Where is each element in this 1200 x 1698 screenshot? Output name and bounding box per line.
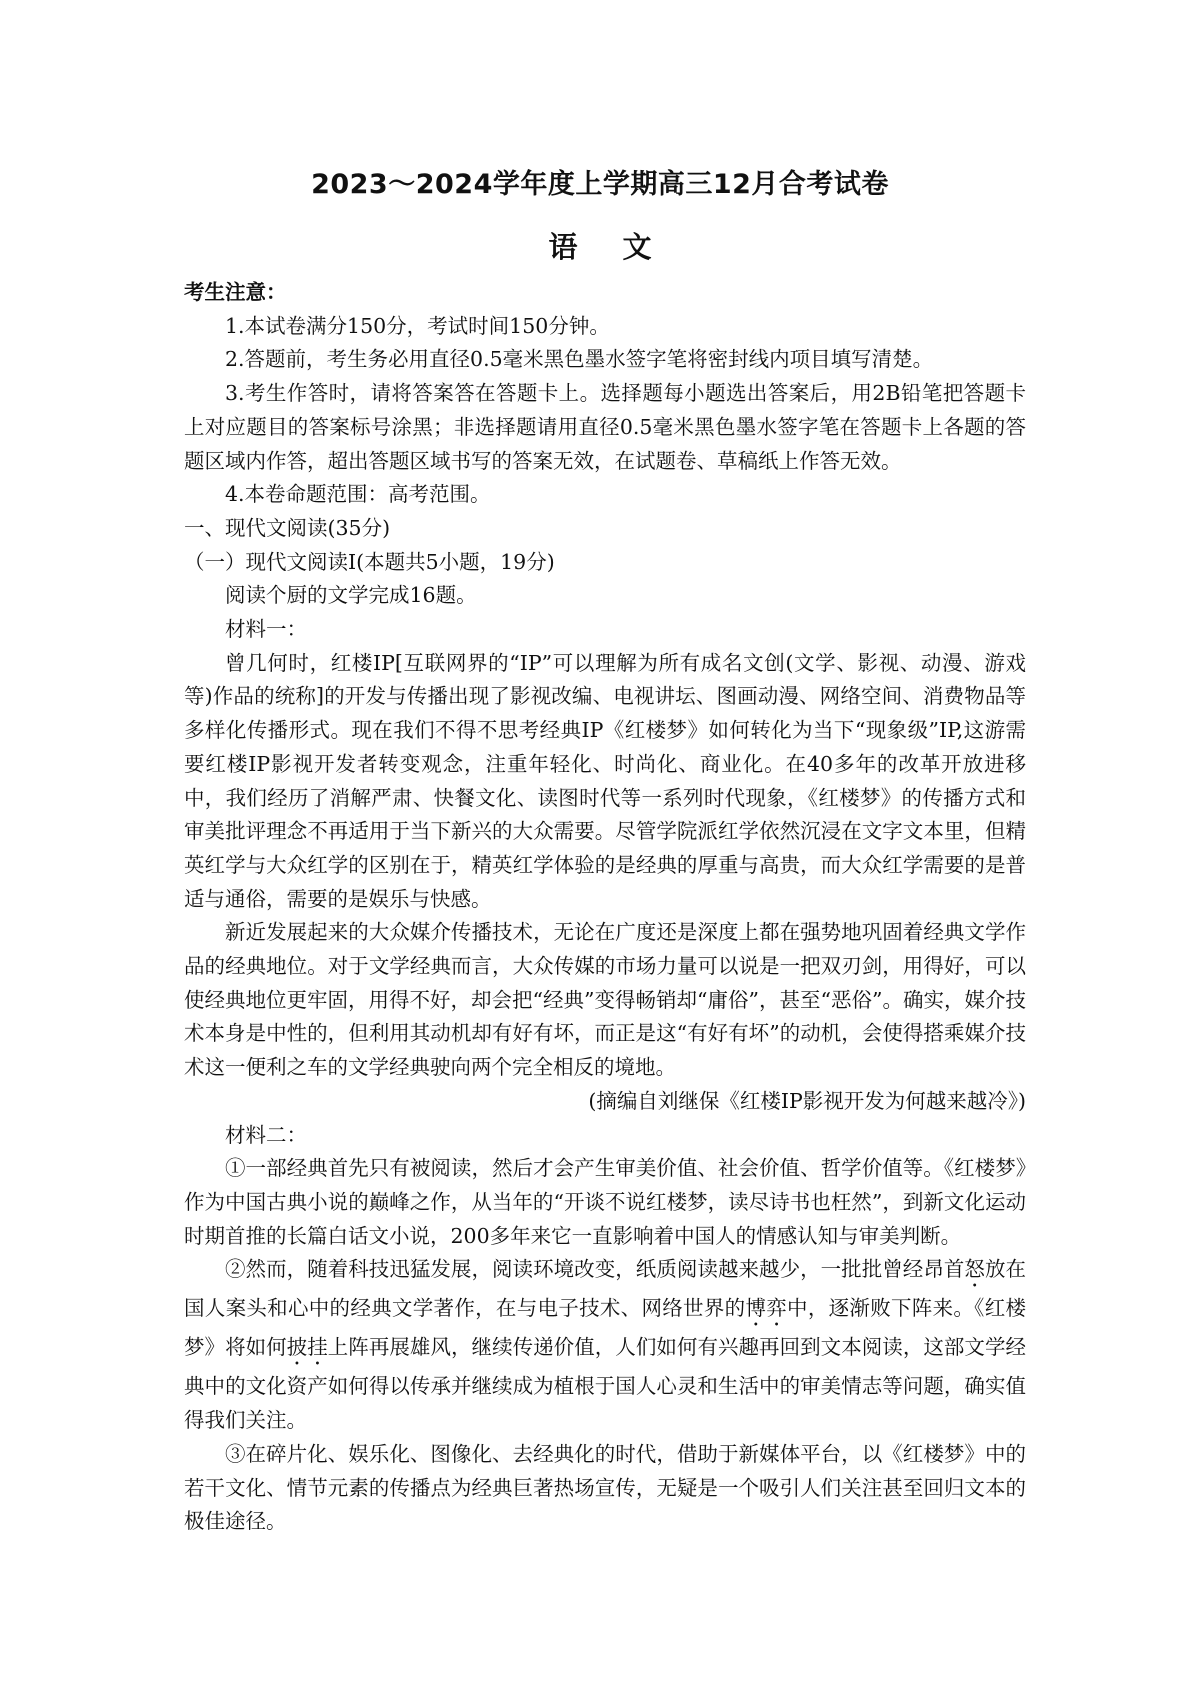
dotted-word-pigua: 披挂 <box>286 1335 328 1360</box>
material-1-source: (摘编自刘继保《红楼IP影视开发为何越来越冷》) <box>588 1088 1026 1113</box>
material-1-paragraph-1: 曾几何时，红楼IP[互联网界的“IP”可以理解为所有成名文创(文学、影视、动漫、游戏等)作品的统称]的开发与传播出现了影视改编、电视讲坛、图画动漫、网络空间、消费物品等多样化传播形式。现在我们不得不思考经典IP《红楼梦》如何转化为当下“现象级”IP,这游需要红楼IP影视开发者转变观念，注重年轻化、时尚化、商业化。在40多年的改革开放进移中，我们经历了消解严肃、快餐文化、读图时代等一系列时代现象，《红楼梦》的传播方式和审美批评理念不再适用于当下新兴的大众需要。尽管学院派红学依然沉浸在文字文本里，但精英红学与大众红学的区别在于，精英红学体验的是经典的厚重与高贵，而大众红学需要的是普适与通俗，需要的是娱乐与快感。 <box>184 650 1026 911</box>
material-2-paragraph-3: ③在碎片化、娱乐化、图像化、去经典化的时代，借助于新媒体平台，以《红楼梦》中的若干文化、情节元素的传播点为经典巨著热场宣传，无疑是一个吸引人们关注甚至回归文本的极佳途径。 <box>184 1441 1026 1534</box>
notice-item-4: 4.本卷命题范围：高考范围。 <box>225 482 491 507</box>
material-2-paragraph-2 <box>184 1253 1026 1437</box>
paragraph-2-text-a: ②然而，随着科技迅猛发展，阅读环境改变，纸质阅读越来越少，一批批曾经昂首 <box>225 1257 965 1282</box>
paragraph-2-text-e: 中，逐渐败下阵来。《红楼梦》将如何 <box>184 1296 1027 1360</box>
material-1-label: 材料一： <box>225 617 307 642</box>
dotted-word-boyi: 博弈 <box>745 1296 788 1321</box>
reading-instruction: 阅读个厨的文学完成16题。 <box>225 583 477 608</box>
exam-title: 2023～2024学年度上学期高三12月合考试卷 <box>311 169 889 200</box>
dotted-word-nu: 怒 <box>964 1257 985 1282</box>
subject-title: 语文 <box>548 230 697 264</box>
material-1-paragraph-2: 新近发展起来的大众媒介传播技术，无论在广度还是深度上都在强势地巩固着经典文学作品的经典地位。对于文学经典而言，大众传媒的市场力量可以说是一把双刃剑，用得好，可以使经典地位更牢固，用得不好，却会把“经典”变得畅销却“庸俗”，甚至“恶俗”。确实，媒介技术本身是中性的，但利用其动机却有好有坏，而正是这“有好有坏”的动机，会使得搭乘媒介技术这一便利之车的文学经典驶向两个完全相反的境地。 <box>184 920 1026 1080</box>
notice-heading: 考生注意： <box>184 280 287 304</box>
paragraph-2-text-g: 上阵再展雄风，继续传递价值，人们如何有兴趣再回到文本阅读，这部文学经典中的文化资产如何得以传承并继续成为植根于国人心灵和生活中的审美情志等问题，确实值得我们关注。 <box>184 1335 1027 1433</box>
exam-content <box>184 276 1026 1539</box>
notice-item-3: 3.考生作答时，请将答案答在答题卡上。选择题每小题选出答案后，用2B铅笔把答题卡上对应题目的答案标号涂黑；非选择题请用直径0.5毫米黑色墨水签字笔在答题卡上各题的答题区域内作答，超出答题区域书写的答案无效，在试题卷、草稿纸上作答无效。 <box>184 381 1026 473</box>
subsection-heading: （一）现代文阅读I(本题共5小题，19分) <box>184 549 555 574</box>
notice-item-2: 2.答题前，考生务必用直径0.5毫米黑色墨水签字笔将密封线内项目填写清楚。 <box>225 347 934 372</box>
notice-item-1: 1.本试卷满分150分，考试时间150分钟。 <box>225 313 610 338</box>
paragraph-2-text-c: 放在国人案头和心中的经典文学著作，在与电子技术、网络世界的 <box>184 1257 1027 1321</box>
material-2-label: 材料二： <box>225 1122 307 1147</box>
material-2-paragraph-1: ①一部经典首先只有被阅读，然后才会产生审美价值、社会价值、哲学价值等。《红楼梦》作为中国古典小说的巅峰之作，从当年的“开谈不说红楼梦，读尽诗书也枉然”，到新文化运动时期首推的长篇白话文小说，200多年来它一直影响着中国人的情感认知与审美判断。 <box>184 1156 1026 1248</box>
section-heading: 一、现代文阅读(35分) <box>184 515 391 540</box>
